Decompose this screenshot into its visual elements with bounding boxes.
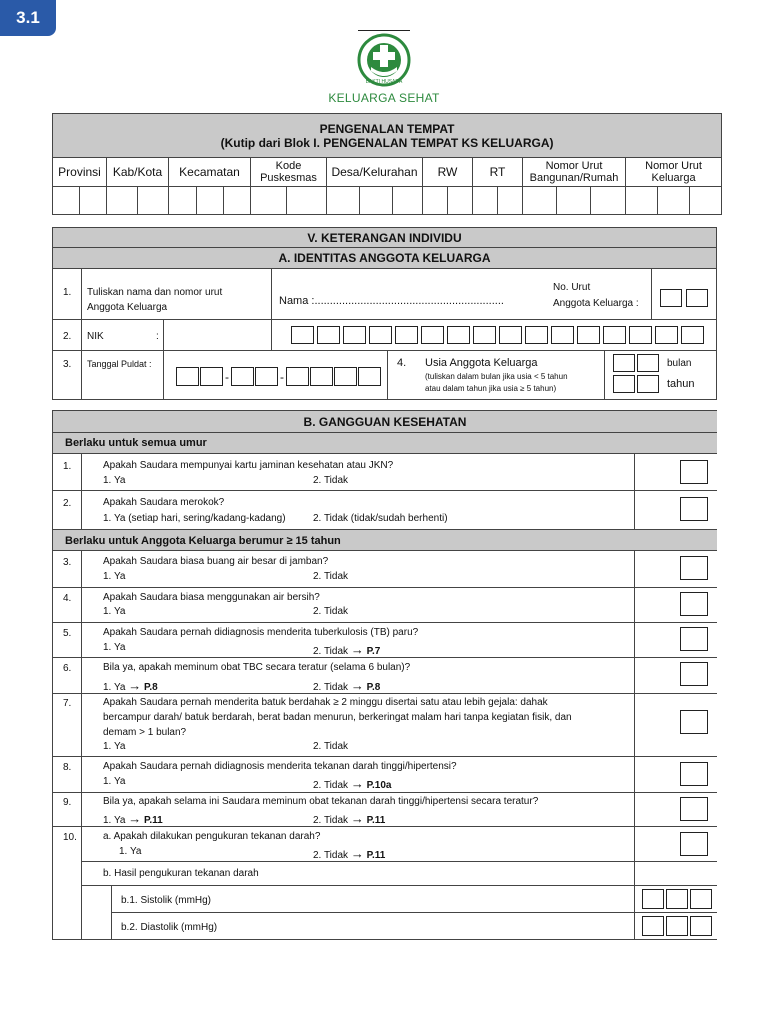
usia-note-1: (tuliskan dalam bulan jika usia < 5 tahun — [425, 372, 568, 381]
skip-arrow: → — [128, 811, 142, 826]
date-box[interactable] — [310, 367, 333, 386]
question-10 — [53, 827, 717, 939]
question-6 — [53, 658, 717, 694]
identity-row-nik — [53, 320, 716, 351]
puldat-date — [176, 367, 381, 386]
usia-note-2: atau dalam tahun jika usia ≥ 5 tahun) — [425, 384, 557, 393]
q-option-1: 1. Ya — [119, 846, 142, 857]
q-option-1: 1. Ya — [103, 741, 126, 752]
seal-text: BAKTI HUSADA — [365, 79, 403, 85]
code-box[interactable] — [473, 187, 498, 215]
q-number: 7. — [63, 698, 72, 709]
q-option-2 — [313, 811, 385, 826]
skip-arrow: → — [350, 678, 364, 693]
row-number: 2. — [63, 331, 72, 342]
page-number-tab — [0, 0, 56, 36]
code-box[interactable] — [690, 187, 722, 215]
nik-box[interactable] — [577, 326, 600, 344]
q-text: Apakah Saudara merokok? — [103, 497, 225, 508]
q-option-1 — [103, 678, 158, 693]
answer-box[interactable] — [680, 762, 708, 786]
identity-row-date-age — [53, 351, 716, 399]
skip-target: P.11 — [144, 815, 163, 826]
age-month-box[interactable] — [637, 354, 659, 372]
col-kode-puskesmas: Kode Puskesmas — [251, 158, 327, 187]
diastolic-box[interactable] — [642, 916, 664, 936]
skip-arrow: → — [350, 846, 364, 861]
code-box[interactable] — [251, 187, 287, 215]
nik-box[interactable] — [473, 326, 496, 344]
date-box[interactable] — [286, 367, 309, 386]
answer-box[interactable] — [680, 627, 708, 651]
answer-box[interactable] — [680, 592, 708, 616]
puldat-label: Tanggal Puldat : — [87, 359, 152, 369]
individual-section — [52, 227, 717, 400]
brand-name: KELUARGA SEHAT — [328, 91, 440, 105]
answer-box[interactable] — [680, 832, 708, 856]
answer-box[interactable] — [680, 710, 708, 734]
unit-month: bulan — [667, 358, 692, 369]
row-number: 1. — [63, 287, 72, 298]
q-text: Apakah Saudara biasa buang air besar di jamban? — [103, 556, 329, 567]
skip-arrow: → — [128, 678, 142, 693]
nik-box[interactable] — [395, 326, 418, 344]
nik-box[interactable] — [603, 326, 626, 344]
individual-title: V. KETERANGAN INDIVIDU — [53, 228, 716, 248]
code-box[interactable] — [360, 187, 393, 215]
code-box[interactable] — [626, 187, 658, 215]
date-box[interactable] — [358, 367, 381, 386]
q-option-2-label: 2. Tidak — [313, 682, 349, 693]
nik-box[interactable] — [681, 326, 704, 344]
systolic-box[interactable] — [666, 889, 688, 909]
page-number: 3.1 — [16, 8, 40, 27]
age-month-box[interactable] — [613, 354, 635, 372]
q-text-line-1: Apakah Saudara pernah menderita batuk berdahak ≥ 2 minggu disertai satu atau lebih gejala: dahak — [103, 697, 548, 708]
urut-box[interactable] — [660, 289, 682, 307]
q-option-2: 2. Tidak — [313, 571, 349, 582]
q-option-2-label: 2. Tidak — [313, 646, 349, 657]
location-title: PENGENALAN TEMPAT — [319, 121, 455, 136]
q-number: 2. — [63, 498, 72, 509]
col-kabkota: Kab/Kota — [107, 158, 169, 187]
diastolic-box[interactable] — [666, 916, 688, 936]
q-option-2: 2. Tidak — [313, 741, 349, 752]
code-box[interactable] — [591, 187, 626, 215]
q-text: Apakah Saudara pernah didiagnosis menderita tuberkulosis (TB) paru? — [103, 627, 419, 638]
nik-box[interactable] — [655, 326, 678, 344]
q-option-2: 2. Tidak — [313, 606, 349, 617]
q-option-1: 1. Ya — [103, 776, 126, 787]
code-box[interactable] — [80, 187, 107, 215]
identity-row-1 — [53, 269, 716, 320]
question-4 — [53, 588, 717, 623]
q-option-1: 1. Ya — [103, 642, 126, 653]
q-text: Bila ya, apakah meminum obat TBC secara teratur (selama 6 bulan)? — [103, 662, 411, 673]
q-option-2-label: 2. Tidak — [313, 780, 349, 791]
q-number: 5. — [63, 628, 72, 639]
nik-box[interactable] — [551, 326, 574, 344]
code-box[interactable] — [138, 187, 169, 215]
nik-box[interactable] — [343, 326, 366, 344]
q-option-2: 2. Tidak (tidak/sudah berhenti) — [313, 513, 448, 524]
diastolic-label: b.2. Diastolik (mmHg) — [121, 922, 218, 933]
nik-box[interactable] — [291, 326, 314, 344]
q-text: Apakah Saudara mempunyai kartu jaminan kesehatan atau JKN? — [103, 460, 394, 471]
code-box[interactable] — [393, 187, 423, 215]
diastolic-box[interactable] — [690, 916, 712, 936]
q-number: 10. — [63, 832, 77, 843]
location-table — [52, 113, 722, 215]
q-number: 9. — [63, 797, 72, 808]
date-box[interactable] — [176, 367, 199, 386]
code-box[interactable] — [498, 187, 523, 215]
nik-box[interactable] — [629, 326, 652, 344]
q-number: 4. — [63, 593, 72, 604]
nik-boxes — [291, 326, 711, 346]
skip-arrow: → — [350, 776, 364, 791]
name-instruction: Tuliskan nama dan nomor urut Anggota Keluarga — [87, 287, 223, 313]
q-subquestion-b: b. Hasil pengukuran tekanan darah — [103, 868, 259, 879]
code-box[interactable] — [107, 187, 138, 215]
answer-box[interactable] — [680, 497, 708, 521]
q-option-2 — [313, 846, 385, 861]
q-option-2: 2. Tidak — [313, 475, 349, 486]
systolic-box[interactable] — [642, 889, 664, 909]
skip-target: P.11 — [366, 850, 386, 861]
unit-year: tahun — [667, 378, 695, 390]
q-option-1-label: 1. Ya — [103, 682, 126, 693]
code-box[interactable] — [287, 187, 327, 215]
q-option-1: 1. Ya — [103, 571, 126, 582]
nik-box[interactable] — [499, 326, 522, 344]
date-dash: - — [280, 369, 284, 384]
urut-label: No. Urut — [553, 282, 591, 293]
question-3 — [53, 551, 717, 588]
urut-label-2: Anggota Keluarga : — [553, 298, 639, 309]
group-all-ages: Berlaku untuk semua umur — [53, 433, 717, 454]
col-rw: RW — [423, 158, 473, 187]
nik-label: NIK — [87, 331, 104, 342]
q-number: 3. — [63, 557, 72, 568]
code-box[interactable] — [423, 187, 448, 215]
q-option-1: 1. Ya — [103, 606, 126, 617]
row-number: 3. — [63, 359, 72, 370]
question-2 — [53, 491, 717, 529]
date-box[interactable] — [200, 367, 223, 386]
row-number: 4. — [397, 357, 407, 369]
q-text: a. Apakah dilakukan pengukuran tekanan darah? — [103, 831, 321, 842]
skip-target: P.8 — [366, 682, 381, 693]
q-option-2-label: 2. Tidak — [313, 850, 349, 861]
q-option-1: 1. Ya — [103, 475, 126, 486]
q-option-1 — [103, 811, 163, 826]
question-5 — [53, 623, 717, 658]
date-dash: - — [225, 369, 229, 384]
nik-box[interactable] — [317, 326, 340, 344]
answer-box[interactable] — [680, 460, 708, 484]
q-text-line-3: demam > 1 bulan? — [103, 727, 187, 738]
header-rule — [358, 30, 410, 31]
code-box[interactable] — [224, 187, 251, 215]
q-number: 8. — [63, 762, 72, 773]
answer-box[interactable] — [680, 797, 708, 821]
col-nomor-bangunan: Nomor Urut Bangunan/Rumah — [523, 158, 626, 187]
q-text: Apakah Saudara biasa menggunakan air bersih? — [103, 592, 320, 603]
code-box[interactable] — [327, 187, 360, 215]
code-box[interactable] — [448, 187, 473, 215]
q-option-2 — [313, 678, 380, 693]
bakti-husada-logo — [357, 33, 411, 87]
answer-box[interactable] — [680, 662, 708, 686]
col-rt: RT — [473, 158, 523, 187]
skip-target: P.7 — [366, 646, 381, 657]
question-7 — [53, 694, 717, 757]
q-option-2 — [313, 642, 380, 657]
nik-box[interactable] — [369, 326, 392, 344]
q-number: 1. — [63, 461, 72, 472]
nik-colon: : — [156, 331, 159, 342]
skip-arrow: → — [350, 811, 364, 826]
code-box[interactable] — [658, 187, 690, 215]
skip-target: P.8 — [144, 682, 158, 693]
location-header — [53, 114, 722, 158]
code-box[interactable] — [169, 187, 197, 215]
section-a-title: A. IDENTITAS ANGGOTA KELUARGA — [53, 248, 716, 269]
col-kecamatan: Kecamatan — [169, 158, 251, 187]
answer-box[interactable] — [680, 556, 708, 580]
nik-box[interactable] — [421, 326, 444, 344]
code-box[interactable] — [523, 187, 557, 215]
date-box[interactable] — [334, 367, 357, 386]
q-number: 6. — [63, 663, 72, 674]
urut-box[interactable] — [686, 289, 708, 307]
nik-box[interactable] — [447, 326, 470, 344]
col-provinsi: Provinsi — [53, 158, 107, 187]
age-year-box[interactable] — [613, 375, 635, 393]
age-year-box[interactable] — [637, 375, 659, 393]
col-desa: Desa/Kelurahan — [327, 158, 423, 187]
code-box[interactable] — [557, 187, 591, 215]
q-option-1-label: 1. Ya — [103, 815, 126, 826]
question-8 — [53, 757, 717, 793]
question-9 — [53, 793, 717, 827]
systolic-label: b.1. Sistolik (mmHg) — [121, 895, 212, 906]
question-1 — [53, 454, 717, 491]
q-option-2-label: 2. Tidak — [313, 815, 349, 826]
q-text: Bila ya, apakah selama ini Saudara meminum obat tekanan darah tinggi/hipertensi secara teratur? — [103, 796, 539, 807]
date-box[interactable] — [231, 367, 254, 386]
health-section — [52, 410, 717, 940]
skip-target: P.11 — [366, 815, 386, 826]
skip-target: P.10a — [366, 780, 392, 791]
q-option-2 — [313, 776, 391, 791]
group-adult: Berlaku untuk Anggota Keluarga berumur ≥ 15 tahun — [53, 529, 717, 551]
usia-label: Usia Anggota Keluarga — [425, 357, 538, 369]
col-nomor-keluarga: Nomor Urut Keluarga — [626, 158, 722, 187]
q-text-line-2: bercampur darah/ batuk berdarah, berat badan menurun, berkeringat malam hari tanpa kegiatan fisik, dan — [103, 712, 572, 723]
q-option-1: 1. Ya (setiap hari, sering/kadang-kadang) — [103, 513, 286, 524]
health-title: B. GANGGUAN KESEHATAN — [53, 411, 717, 433]
name-field[interactable]: Nama :.............................................................. — [279, 295, 504, 307]
nik-box[interactable] — [525, 326, 548, 344]
date-box[interactable] — [255, 367, 278, 386]
skip-arrow: → — [350, 642, 364, 657]
code-box[interactable] — [53, 187, 80, 215]
q-text: Apakah Saudara pernah didiagnosis menderita tekanan darah tinggi/hipertensi? — [103, 761, 457, 772]
code-box[interactable] — [197, 187, 224, 215]
systolic-box[interactable] — [690, 889, 712, 909]
location-subtitle: (Kutip dari Blok I. PENGENALAN TEMPAT KS KELUARGA) — [220, 135, 554, 150]
